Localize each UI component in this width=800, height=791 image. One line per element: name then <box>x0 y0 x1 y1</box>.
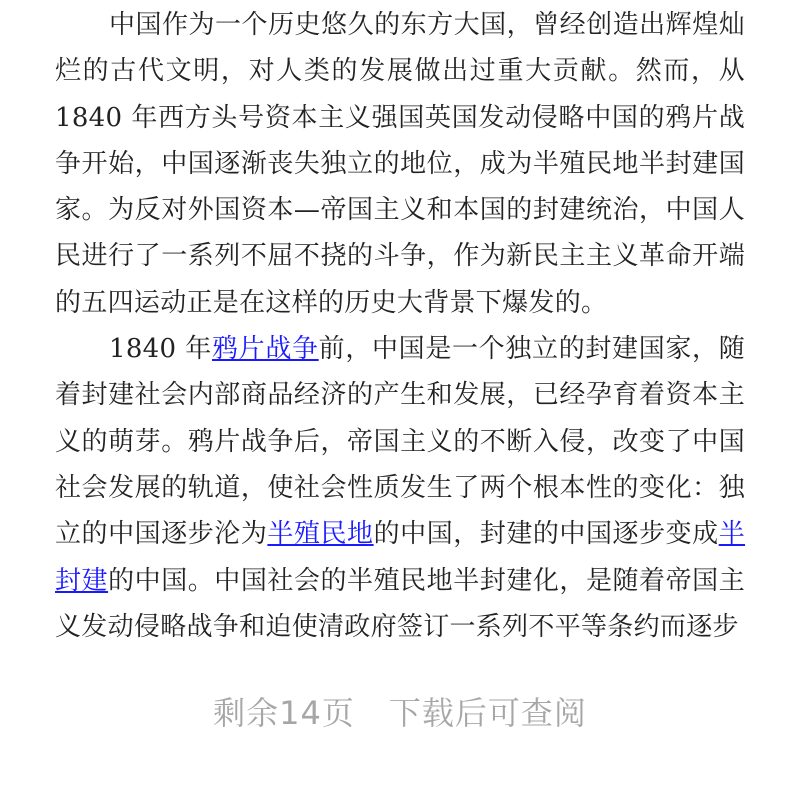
paragraph-opium-war <box>55 326 745 650</box>
link-semi-colonial[interactable]: 半殖民地 <box>267 519 374 550</box>
download-prompt[interactable] <box>0 688 800 734</box>
paragraph-text: 的中国。中国社会的半殖民地半封建化，是随着帝国主义发动侵略战争和迫使清政府签订一系列不平等条约而逐步 <box>55 565 746 642</box>
paragraph-intro: 中国作为一个历史悠久的东方大国，曾经创造出辉煌灿烂的古代文明，对人类的发展做出过重大贡献。然而，从 1840 年西方头号资本主义强国英国发动侵略中国的鸦片战争开始，中国逐渐丧失独立的地位，成为半殖民地半封建国家。为反对外国资本—帝国主义和本国的封建统治，中国人民进行了一系列不屈不挠的斗争，作为新民主主义革命开端的五四运动正是在这样的历史大背景下爆发的。 <box>55 10 745 318</box>
document-body <box>55 2 745 650</box>
link-opium-war[interactable]: 鸦片战争 <box>211 334 319 365</box>
paragraph-text: 的中国，封建的中国逐步变成 <box>373 519 719 550</box>
link-semi-feudal[interactable]: 半封建 <box>55 519 746 596</box>
remaining-pages-text: 剩余14页 <box>213 694 355 732</box>
download-hint-text: 下载后可查阅 <box>388 694 587 732</box>
paragraph-text: 1840 年 <box>109 334 212 365</box>
paragraph-text: 前，中国是一个独立的封建国家，随着封建社会内部商品经济的产生和发展，已经孕育着资本主义的萌芽。鸦片战争后，帝国主义的不断入侵，改变了中国社会发展的轨道，使社会性质发生了两个根本性的变化：独立的中国逐步沦为 <box>55 334 746 550</box>
